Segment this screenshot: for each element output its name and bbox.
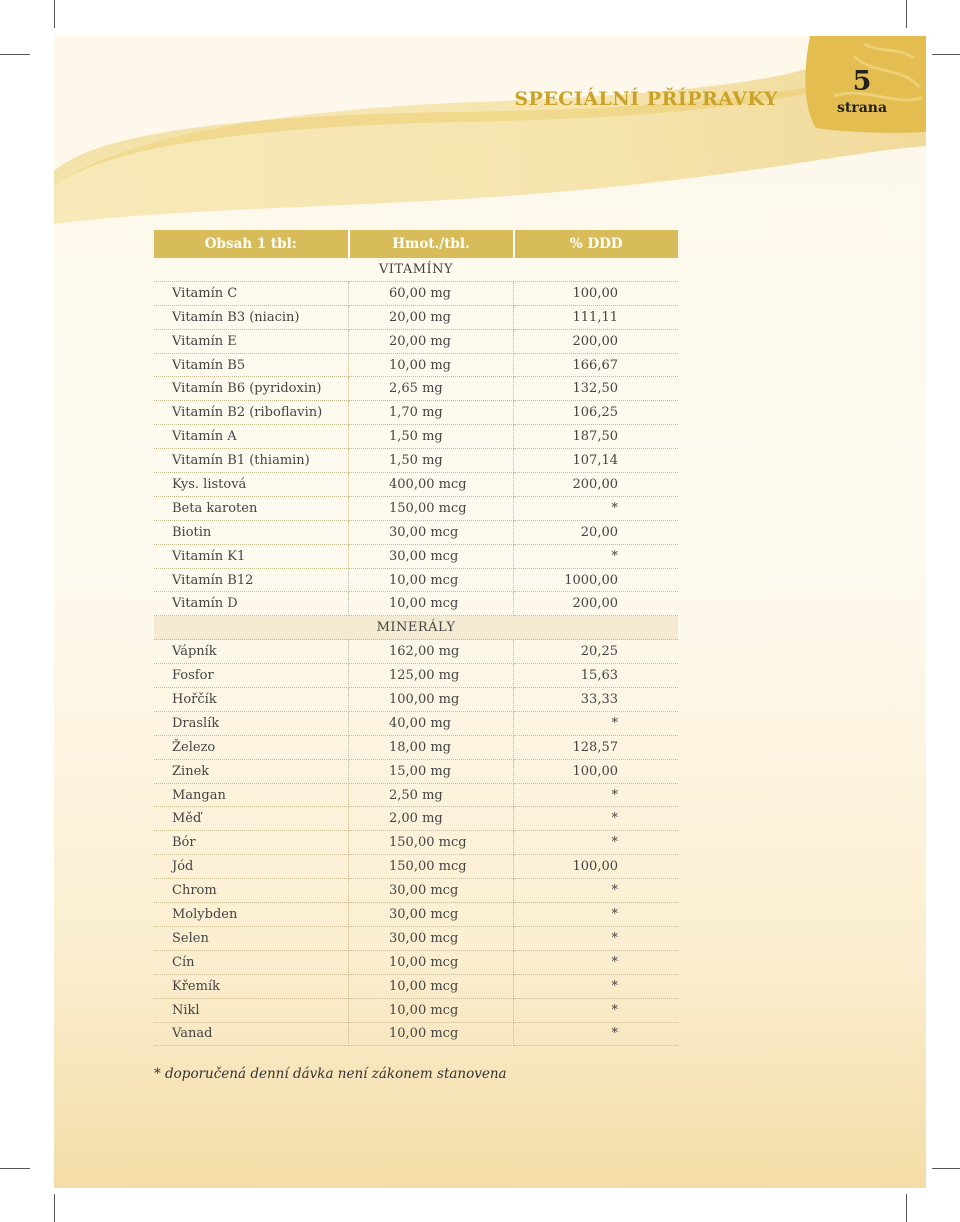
page-number-label: strana bbox=[836, 100, 888, 116]
table-row bbox=[154, 759, 678, 783]
nutrient-name: Vitamín B6 (pyridoxin) bbox=[154, 377, 349, 401]
table-row bbox=[154, 449, 678, 473]
nutrient-name: Vitamín D bbox=[154, 592, 349, 616]
nutrient-amount: 2,50 mg bbox=[349, 783, 514, 807]
nutrient-amount: 40,00 mg bbox=[349, 711, 514, 735]
nutrient-amount: 150,00 mcg bbox=[349, 855, 514, 879]
nutrient-amount: 30,00 mcg bbox=[349, 879, 514, 903]
table-row bbox=[154, 879, 678, 903]
section-title: SPECIÁLNÍ PŘÍPRAVKY bbox=[514, 88, 778, 110]
nutrient-name: Biotin bbox=[154, 520, 349, 544]
nutrient-amount: 10,00 mg bbox=[349, 353, 514, 377]
nutrient-daily-pct: * bbox=[514, 998, 679, 1022]
nutrient-amount: 10,00 mcg bbox=[349, 1022, 514, 1046]
table-row bbox=[154, 688, 678, 712]
table-row bbox=[154, 377, 678, 401]
column-header-pct: % DDD bbox=[514, 230, 679, 258]
crop-mark bbox=[906, 0, 907, 28]
crop-mark bbox=[0, 1168, 30, 1169]
nutrient-amount: 18,00 mg bbox=[349, 735, 514, 759]
table-row bbox=[154, 1022, 678, 1046]
nutrient-name: Selen bbox=[154, 926, 349, 950]
nutrient-daily-pct: 106,25 bbox=[514, 401, 679, 425]
nutrient-daily-pct: 15,63 bbox=[514, 664, 679, 688]
nutrient-amount: 10,00 mcg bbox=[349, 568, 514, 592]
nutrient-amount: 2,65 mg bbox=[349, 377, 514, 401]
nutrient-daily-pct: * bbox=[514, 950, 679, 974]
nutrient-daily-pct: 100,00 bbox=[514, 855, 679, 879]
nutrient-amount: 10,00 mcg bbox=[349, 974, 514, 998]
table-row bbox=[154, 281, 678, 305]
nutrient-name: Vitamín A bbox=[154, 425, 349, 449]
table-row bbox=[154, 664, 678, 688]
nutrient-daily-pct: 1000,00 bbox=[514, 568, 679, 592]
nutrient-amount: 20,00 mg bbox=[349, 305, 514, 329]
nutrient-amount: 162,00 mg bbox=[349, 640, 514, 664]
nutrient-daily-pct: * bbox=[514, 496, 679, 520]
nutrient-name: Beta karoten bbox=[154, 496, 349, 520]
nutrient-name: Bór bbox=[154, 831, 349, 855]
table-row bbox=[154, 831, 678, 855]
table-row bbox=[154, 425, 678, 449]
nutrient-name: Vápník bbox=[154, 640, 349, 664]
nutrient-amount: 30,00 mcg bbox=[349, 544, 514, 568]
section-heading: VITAMÍNY bbox=[154, 258, 678, 281]
nutrient-name: Vitamín B1 (thiamin) bbox=[154, 449, 349, 473]
nutrient-daily-pct: 111,11 bbox=[514, 305, 679, 329]
nutrient-daily-pct: 33,33 bbox=[514, 688, 679, 712]
nutrient-name: Vitamín E bbox=[154, 329, 349, 353]
table-row bbox=[154, 305, 678, 329]
nutrient-amount: 30,00 mcg bbox=[349, 926, 514, 950]
nutrient-daily-pct: 187,50 bbox=[514, 425, 679, 449]
table-section-row bbox=[154, 258, 678, 281]
nutrient-name: Jód bbox=[154, 855, 349, 879]
table-section-row bbox=[154, 616, 678, 640]
nutrient-daily-pct: * bbox=[514, 807, 679, 831]
nutrient-name: Kys. listová bbox=[154, 473, 349, 497]
table-row bbox=[154, 974, 678, 998]
nutrient-name: Vanad bbox=[154, 1022, 349, 1046]
nutrient-name: Vitamín B5 bbox=[154, 353, 349, 377]
nutrient-amount: 150,00 mcg bbox=[349, 496, 514, 520]
table-row bbox=[154, 329, 678, 353]
nutrient-name: Nikl bbox=[154, 998, 349, 1022]
nutrient-amount: 30,00 mcg bbox=[349, 520, 514, 544]
nutrient-name: Vitamín C bbox=[154, 281, 349, 305]
table-row bbox=[154, 735, 678, 759]
nutrient-amount: 125,00 mg bbox=[349, 664, 514, 688]
table-row bbox=[154, 903, 678, 927]
nutrient-name: Vitamín B3 (niacin) bbox=[154, 305, 349, 329]
table-row bbox=[154, 544, 678, 568]
nutrient-name: Vitamín B2 (riboflavin) bbox=[154, 401, 349, 425]
nutrient-daily-pct: 200,00 bbox=[514, 329, 679, 353]
nutrient-daily-pct: * bbox=[514, 1022, 679, 1046]
nutrient-amount: 60,00 mg bbox=[349, 281, 514, 305]
nutrient-daily-pct: 200,00 bbox=[514, 473, 679, 497]
nutrient-amount: 10,00 mcg bbox=[349, 592, 514, 616]
table-row bbox=[154, 807, 678, 831]
table-row bbox=[154, 592, 678, 616]
nutrient-amount: 150,00 mcg bbox=[349, 831, 514, 855]
nutrient-name: Hořčík bbox=[154, 688, 349, 712]
nutrient-daily-pct: * bbox=[514, 879, 679, 903]
nutrient-daily-pct: 100,00 bbox=[514, 281, 679, 305]
nutrient-daily-pct: 200,00 bbox=[514, 592, 679, 616]
nutrient-daily-pct: * bbox=[514, 974, 679, 998]
nutrient-amount: 20,00 mg bbox=[349, 329, 514, 353]
nutrient-name: Molybden bbox=[154, 903, 349, 927]
section-heading: MINERÁLY bbox=[154, 616, 678, 640]
nutrient-name: Chrom bbox=[154, 879, 349, 903]
table-header-row bbox=[154, 230, 678, 258]
crop-mark bbox=[0, 54, 30, 55]
nutrient-amount: 10,00 mcg bbox=[349, 998, 514, 1022]
nutrient-amount: 10,00 mcg bbox=[349, 950, 514, 974]
table-row bbox=[154, 998, 678, 1022]
page-number: 5 bbox=[852, 66, 872, 97]
nutrient-daily-pct: * bbox=[514, 711, 679, 735]
nutrient-amount: 2,00 mg bbox=[349, 807, 514, 831]
nutrient-name: Křemík bbox=[154, 974, 349, 998]
nutrient-daily-pct: * bbox=[514, 831, 679, 855]
nutrient-name: Draslík bbox=[154, 711, 349, 735]
table-row bbox=[154, 855, 678, 879]
nutrient-name: Zinek bbox=[154, 759, 349, 783]
nutrient-name: Měď bbox=[154, 807, 349, 831]
nutrient-daily-pct: 107,14 bbox=[514, 449, 679, 473]
column-header-content: Obsah 1 tbl: bbox=[154, 230, 349, 258]
nutrient-daily-pct: * bbox=[514, 544, 679, 568]
nutrient-daily-pct: 20,00 bbox=[514, 520, 679, 544]
nutrient-amount: 30,00 mcg bbox=[349, 903, 514, 927]
crop-mark bbox=[54, 1194, 55, 1222]
nutrition-table bbox=[154, 230, 678, 1046]
nutrient-daily-pct: 132,50 bbox=[514, 377, 679, 401]
crop-mark bbox=[906, 1194, 907, 1222]
table-row bbox=[154, 496, 678, 520]
nutrient-amount: 1,70 mg bbox=[349, 401, 514, 425]
column-header-amount: Hmot./tbl. bbox=[349, 230, 514, 258]
nutrient-daily-pct: * bbox=[514, 903, 679, 927]
table-row bbox=[154, 353, 678, 377]
crop-mark bbox=[932, 1168, 960, 1169]
nutrient-name: Vitamín K1 bbox=[154, 544, 349, 568]
nutrient-name: Fosfor bbox=[154, 664, 349, 688]
crop-mark bbox=[54, 0, 55, 28]
nutrient-name: Vitamín B12 bbox=[154, 568, 349, 592]
table-row bbox=[154, 950, 678, 974]
nutrient-daily-pct: * bbox=[514, 783, 679, 807]
nutrient-amount: 15,00 mg bbox=[349, 759, 514, 783]
table-row bbox=[154, 640, 678, 664]
nutrient-amount: 1,50 mg bbox=[349, 449, 514, 473]
nutrient-name: Mangan bbox=[154, 783, 349, 807]
table-row bbox=[154, 401, 678, 425]
crop-mark bbox=[932, 54, 960, 55]
nutrient-name: Železo bbox=[154, 735, 349, 759]
nutrient-amount: 1,50 mg bbox=[349, 425, 514, 449]
nutrient-name: Cín bbox=[154, 950, 349, 974]
table-row bbox=[154, 568, 678, 592]
nutrient-daily-pct: 100,00 bbox=[514, 759, 679, 783]
table-row bbox=[154, 520, 678, 544]
table-row bbox=[154, 926, 678, 950]
nutrient-daily-pct: 20,25 bbox=[514, 640, 679, 664]
table-row bbox=[154, 473, 678, 497]
nutrient-amount: 100,00 mg bbox=[349, 688, 514, 712]
table-row bbox=[154, 783, 678, 807]
nutrient-daily-pct: * bbox=[514, 926, 679, 950]
nutrient-daily-pct: 166,67 bbox=[514, 353, 679, 377]
table-row bbox=[154, 711, 678, 735]
nutrient-daily-pct: 128,57 bbox=[514, 735, 679, 759]
footnote: * doporučená denní dávka není zákonem stanovena bbox=[154, 1066, 507, 1082]
nutrient-amount: 400,00 mcg bbox=[349, 473, 514, 497]
